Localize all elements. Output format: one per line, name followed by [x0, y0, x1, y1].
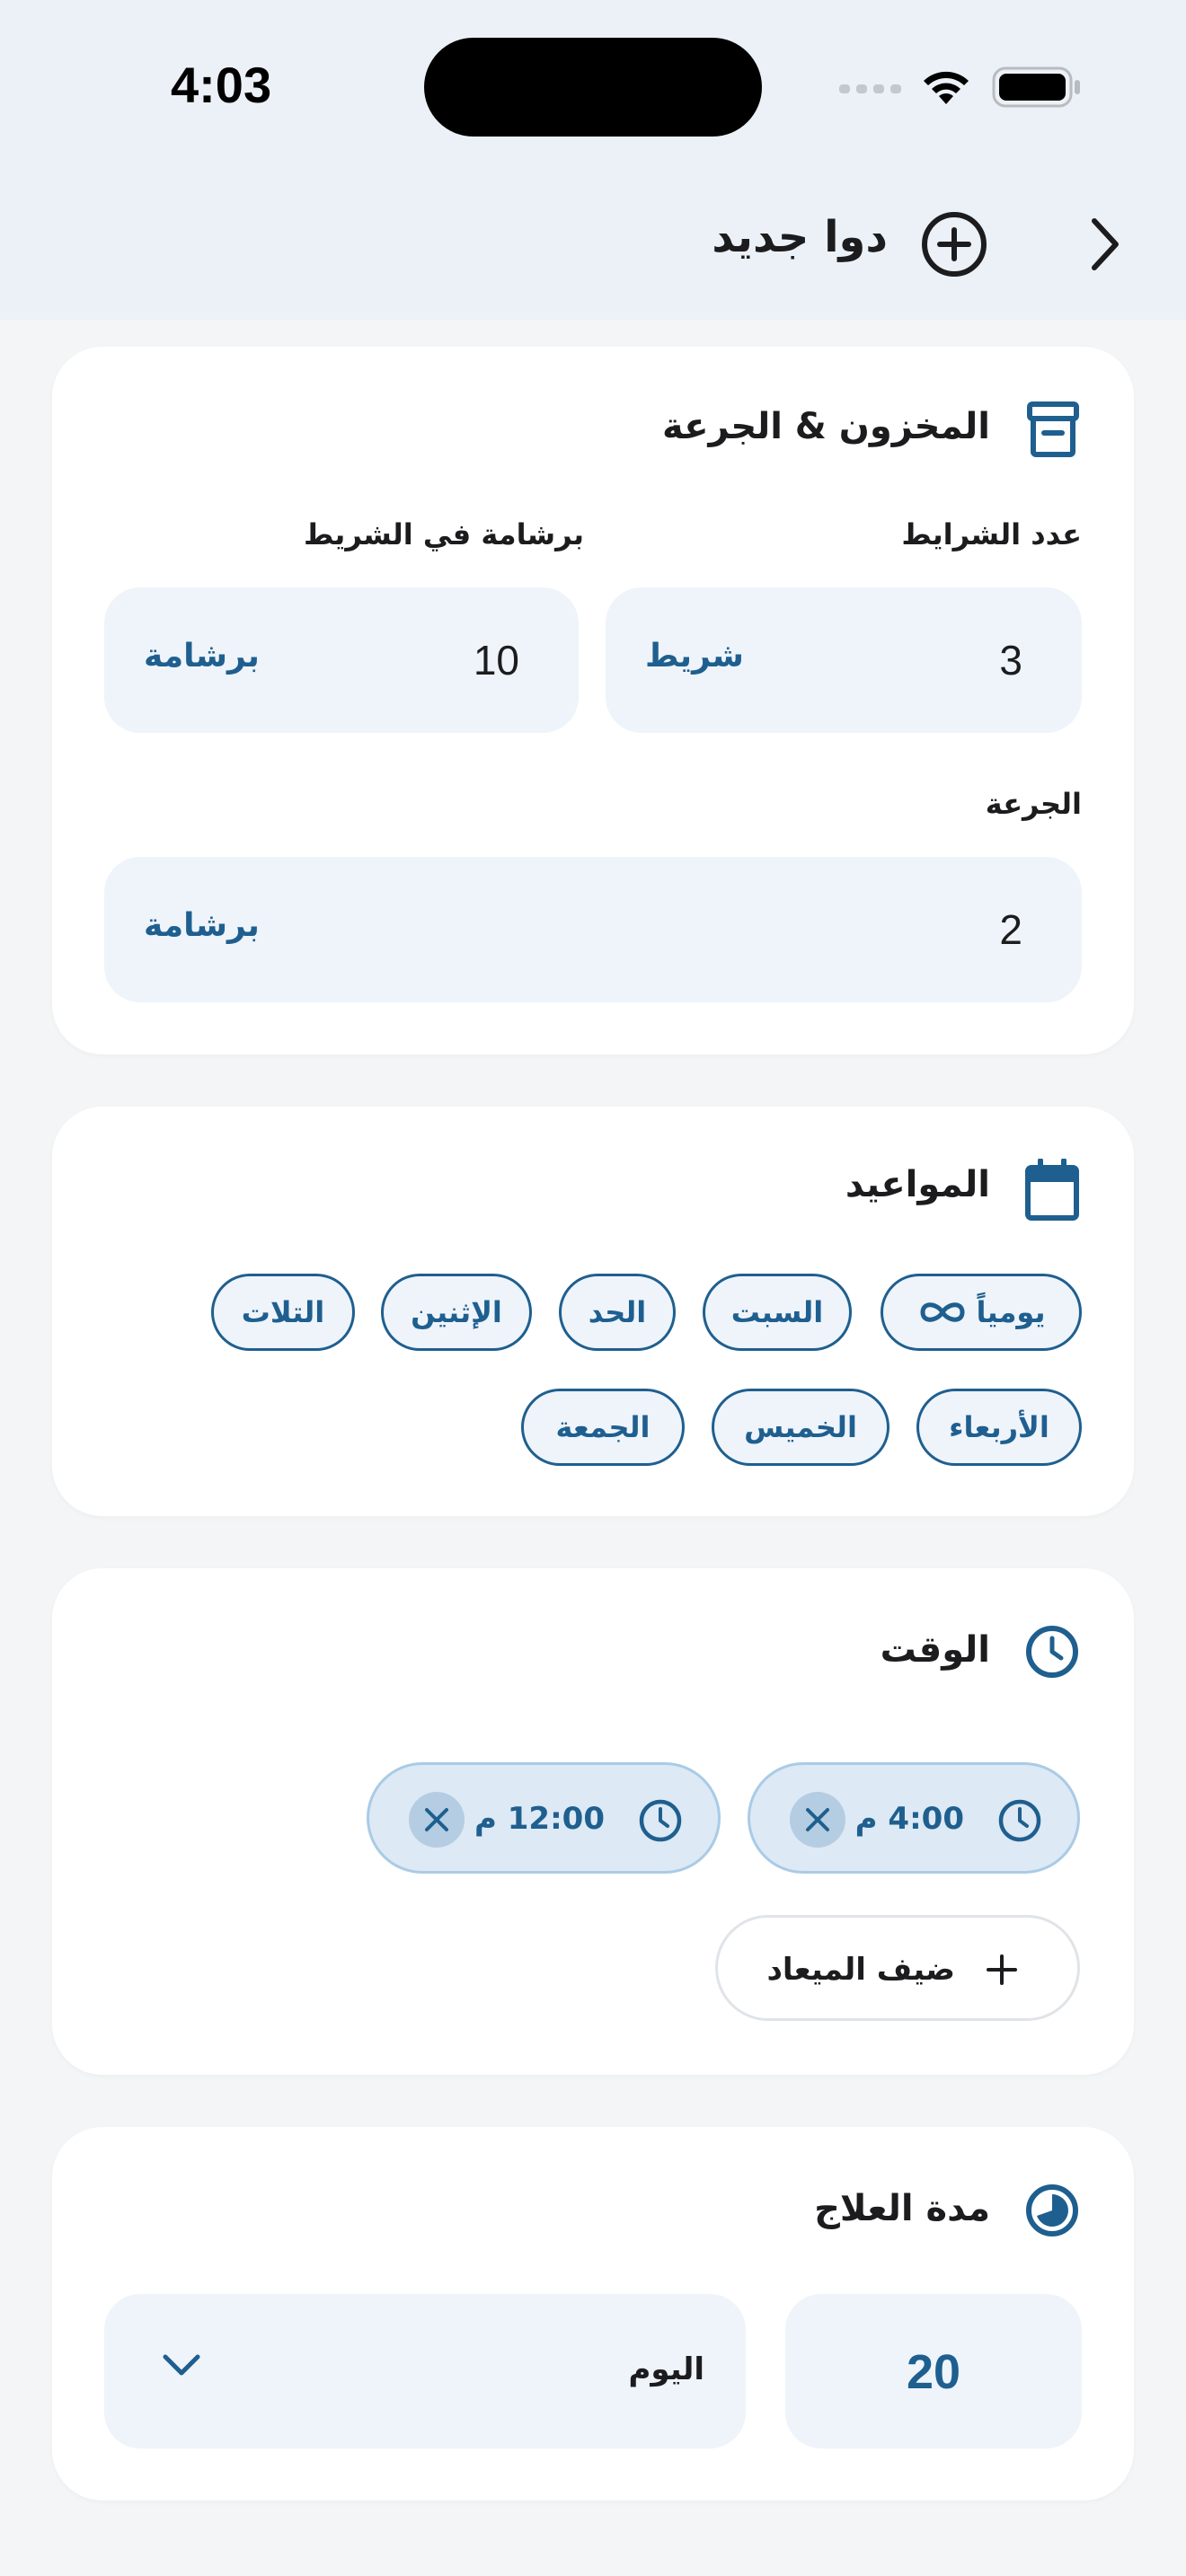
duration-card-title: مدة العلاج [814, 2188, 990, 2229]
calendar-icon [1024, 1159, 1080, 1225]
schedule-card [52, 1107, 1134, 1516]
time-label-1: 4:00 م [854, 1801, 964, 1837]
chip-daily-label: يومياً [976, 1295, 1046, 1329]
chip-tuesday[interactable] [211, 1274, 355, 1351]
close-icon [422, 1805, 451, 1834]
duration-unit-value: اليوم [628, 2351, 704, 2387]
infinity-icon [917, 1299, 968, 1326]
dose-value: 2 [999, 906, 1022, 953]
chip-sunday[interactable] [559, 1274, 676, 1351]
strips-unit: شريط [645, 638, 744, 675]
chip-saturday-label: السبت [730, 1295, 824, 1329]
strips-value: 3 [999, 637, 1022, 684]
pills-per-strip-unit: برشامة [144, 638, 260, 675]
remove-time-button-2[interactable] [409, 1792, 465, 1848]
plus-icon [986, 1954, 1018, 1989]
plus-circle-icon[interactable] [920, 210, 988, 282]
chip-daily[interactable] [881, 1274, 1082, 1351]
close-icon [803, 1805, 832, 1834]
pie-clock-icon [1024, 2183, 1080, 2242]
chip-friday[interactable] [521, 1389, 685, 1466]
duration-unit-select[interactable] [104, 2294, 746, 2448]
page-title: دوا جديد [712, 212, 888, 262]
chip-thursday[interactable] [712, 1389, 890, 1466]
battery-icon [992, 66, 1082, 108]
clock-icon [996, 1797, 1043, 1848]
stock-dose-card [52, 347, 1134, 1054]
wifi-icon [920, 66, 972, 106]
chip-sunday-label: الحد [588, 1295, 647, 1329]
chip-saturday[interactable] [703, 1274, 852, 1351]
chip-wednesday-label: الأربعاء [949, 1410, 1049, 1444]
chip-tuesday-label: التلات [241, 1295, 325, 1329]
strips-label: عدد الشرايط [901, 517, 1082, 551]
time-pill-2[interactable] [367, 1762, 721, 1874]
archive-box-icon [1026, 401, 1080, 462]
status-icons [839, 63, 1082, 111]
duration-value-field[interactable] [785, 2294, 1082, 2448]
chip-monday[interactable] [381, 1274, 532, 1351]
pills-per-strip-value: 10 [473, 637, 519, 684]
chip-monday-label: الإثنين [411, 1295, 502, 1329]
duration-value: 20 [906, 2345, 961, 2399]
remove-time-button-1[interactable] [790, 1792, 845, 1848]
dose-label: الجرعة [985, 787, 1082, 821]
time-label-2: 12:00 م [474, 1801, 605, 1837]
pills-per-strip-label: برشامة في الشريط [304, 517, 584, 551]
chevron-right-icon [1087, 216, 1123, 273]
clock-icon [1024, 1624, 1080, 1683]
chip-wednesday[interactable] [916, 1389, 1082, 1466]
cellular-icon [839, 83, 902, 95]
pills-per-strip-field[interactable] [104, 587, 579, 733]
back-button[interactable] [1087, 216, 1123, 277]
add-time-label: ضيف الميعاد [766, 1952, 955, 1988]
dose-field[interactable] [104, 857, 1082, 1002]
schedule-card-title: المواعيد [845, 1164, 990, 1205]
time-pill-1[interactable] [748, 1762, 1080, 1874]
chip-thursday-label: الخميس [744, 1410, 857, 1444]
chip-friday-label: الجمعة [555, 1410, 651, 1444]
dose-unit: برشامة [144, 907, 260, 944]
stock-card-title: المخزون & الجرعة [661, 406, 990, 447]
time-card-title: الوقت [880, 1629, 990, 1671]
dynamic-island [424, 38, 762, 137]
strips-field[interactable] [606, 587, 1082, 733]
status-time: 4:03 [171, 57, 272, 113]
chevron-down-icon [162, 2353, 201, 2382]
add-time-button[interactable] [715, 1915, 1080, 2021]
clock-icon [637, 1797, 684, 1848]
